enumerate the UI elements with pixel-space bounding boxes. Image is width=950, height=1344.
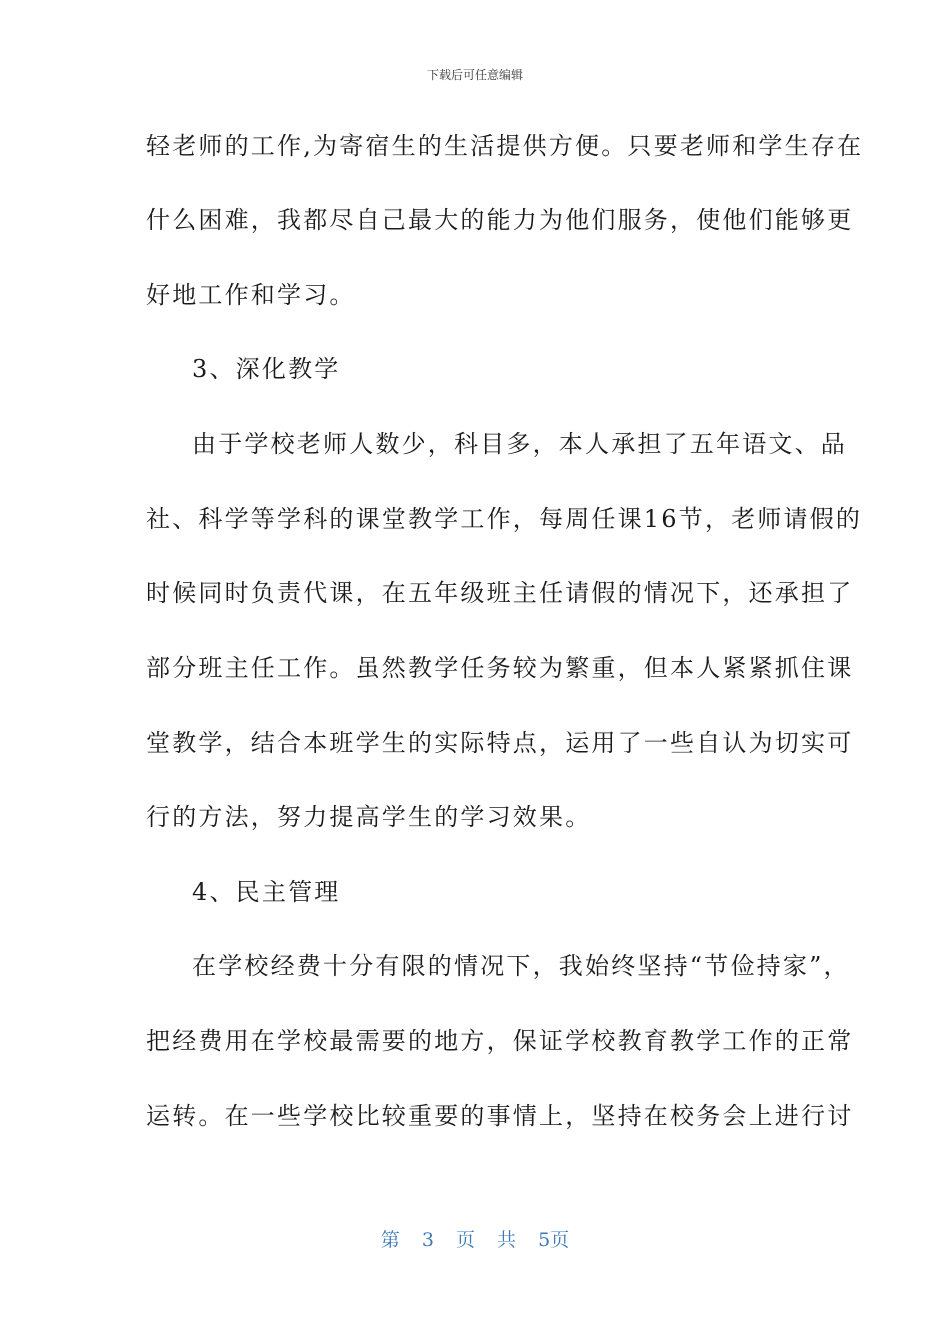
- text-line: 好地工作和学习。: [146, 281, 356, 309]
- text-line: 社、科学等学科的课堂教学工作，每周任课16节，老师请假的: [146, 505, 863, 533]
- footer-label-gong: 共: [497, 1229, 517, 1251]
- footer-page-current: 3: [421, 1229, 434, 1251]
- footer-label-di: 第: [380, 1229, 400, 1251]
- section-heading: 4、民主管理: [192, 878, 341, 906]
- text-line: 时候同时负责代课，在五年级班主任请假的情况下，还承担了: [146, 579, 854, 607]
- page-footer: [0, 1225, 950, 1252]
- section-heading: 3、深化教学: [192, 355, 341, 383]
- text-line: 在学校经费十分有限的情况下，我始终坚持“节俭持家”，: [192, 952, 850, 980]
- footer-label-ye: 页: [455, 1229, 475, 1251]
- footer-page-total: 5页: [538, 1229, 570, 1251]
- text-line: 运转。在一些学校比较重要的事情上，坚持在校务会上进行讨: [146, 1102, 854, 1130]
- text-line: 部分班主任工作。虽然教学任务较为繁重，但本人紧紧抓住课: [146, 654, 854, 682]
- text-line: 把经费用在学校最需要的地方，保证学校教育教学工作的正常: [146, 1027, 854, 1055]
- text-line: 由于学校老师人数少，科目多，本人承担了五年语文、品: [192, 430, 847, 458]
- text-line: 堂教学，结合本班学生的实际特点，运用了一些自认为切实可: [146, 729, 854, 757]
- page-header: 下载后可任意编辑: [426, 68, 523, 82]
- text-line: 行的方法，努力提高学生的学习效果。: [146, 803, 592, 831]
- text-line: 轻老师的工作,为寄宿生的生活提供方便。只要老师和学生存在: [146, 132, 864, 160]
- text-line: 什么困难，我都尽自己最大的能力为他们服务，使他们能够更: [146, 206, 854, 234]
